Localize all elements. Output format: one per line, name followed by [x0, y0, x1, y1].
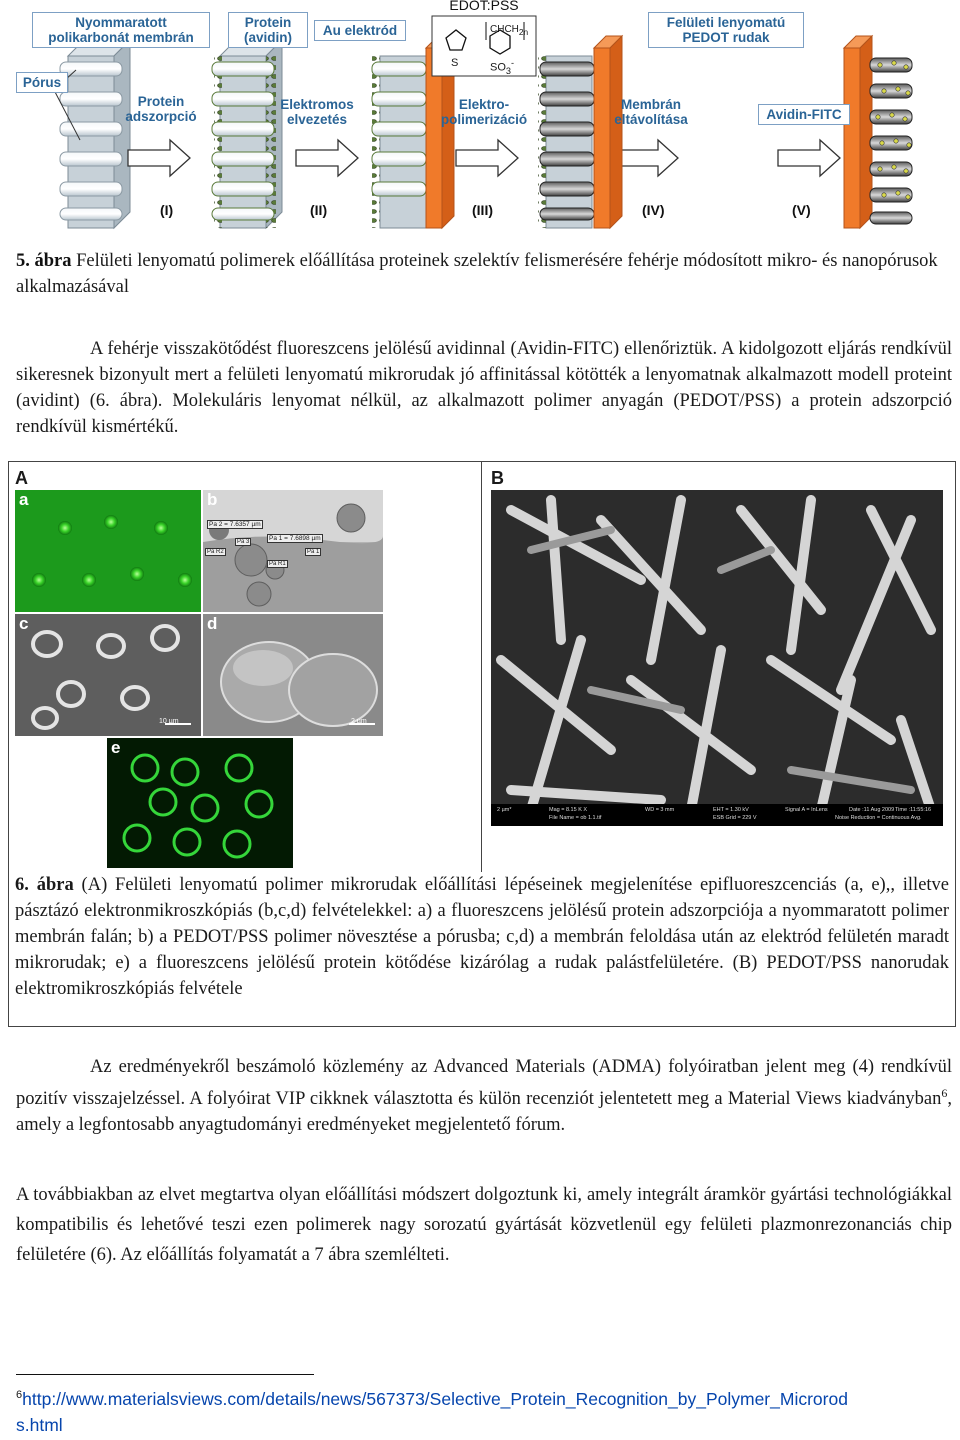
paragraph-3-text: A továbbiakban az elvet megtartva olyan előállítási módszert dolgoztunk ki, amely integrált áramkör gyártási technológiákkal kompatibilis és lehetővé teszi ezen polimerek nagy sorozatú gyártását közvetlenül egy felületi plazmonrezonanciás chip felületére (6). Az előállítás folyamatát a 7 ábra szemlélteti.: [16, 1185, 952, 1265]
label-edot: EDOT:PSS: [449, 0, 519, 13]
figure-5: [0, 0, 960, 232]
figure-5-caption-num: 5. ábra: [16, 251, 72, 271]
footnote-rule: [16, 1374, 314, 1375]
sem-esb: ESB Grid = 229 V: [713, 815, 757, 821]
step-2: (II): [310, 202, 328, 218]
sem-info-bar: [495, 806, 941, 826]
step-3: (III): [472, 202, 493, 218]
scale-bar-d: 2 µm: [351, 718, 367, 725]
sub-label-c: c: [19, 614, 29, 633]
stage-4-polymerized: [538, 36, 622, 228]
label-imprinted-rods: Felületi lenyomatú PEDOT rudak: [648, 12, 804, 48]
measure-pa2: Pa 2 = 7.6357 µm: [209, 521, 261, 528]
sem-eht: EHT = 1.30 kV: [713, 807, 749, 813]
label-protein: Protein (avidin): [228, 12, 308, 48]
footnote: [16, 1382, 956, 1438]
sem-signal: Signal A = InLens: [785, 807, 828, 813]
step-5: (V): [792, 202, 811, 218]
label-membrane: Nyommaratott polikarbonát membrán: [32, 12, 210, 48]
label-pore: Pórus: [16, 72, 68, 93]
label-electropoly: Elektro-polimerizáció: [440, 97, 528, 127]
label-au-electrode: Au elektród: [314, 20, 406, 41]
sub-label-a: a: [19, 490, 29, 509]
footnote-link[interactable]: http://www.materialsviews.com/details/news/567373/Selective_Protein_Recognition_by_Polymer_Microrod: [22, 1388, 848, 1409]
formula-so3: [490, 58, 514, 76]
sem-wd: WD = 3 mm: [645, 807, 675, 813]
label-adsorption: Protein adszorpció: [125, 94, 197, 124]
image-b-sem: [203, 490, 383, 612]
sem-file: File Name = ob 1.1.tif: [549, 815, 602, 821]
figure-6-divider: [481, 462, 482, 872]
image-e-fluorescence: [107, 738, 293, 868]
paragraph-2-text-b: , amely a legfontosabb anyagtudományi eredményeket megjelentető fórum.: [16, 1089, 952, 1136]
figure-6-caption-num: 6. ábra: [15, 875, 74, 895]
footnote-link-cont[interactable]: s.html: [16, 1414, 63, 1435]
paragraph-1-text: A fehérje visszakötődést fluoreszcens jelölésű avidinnal (Avidin-FITC) ellenőriztük. A kidolgozott eljárás rendkívül sikeresnek bizonyult mert a felületi lenyomatú mikrorudak jó affinitással kötötték a lenyomatnak alkalmazott modell proteint (avidint) (6. ábra). Molekuláris lenyomat nélkül, az alkalmazott polimer anyagán (PEDOT/PSS) a protein adszorpció rendkívül kismértékű.: [16, 339, 952, 437]
figure-5-caption: [16, 248, 952, 300]
sem-time: Time :11:55:16: [895, 807, 932, 813]
formula-sub-3: 3: [505, 65, 511, 76]
scale-bar-c: 10 µm: [159, 718, 179, 725]
measure-pa1: Pa 1 = 7.6898 µm: [269, 535, 321, 542]
measure-pa1-b: Pa 1: [307, 549, 320, 555]
sub-label-b: b: [207, 490, 218, 509]
figure-5-caption-text: Felületi lenyomatú polimerek előállítása proteinek szelektív felismerésére fehérje módosított mikro- és nanopórusok alkalmazásával: [16, 251, 938, 297]
formula-so3-text: SO: [490, 61, 506, 74]
figure-6-box: [8, 461, 956, 1027]
image-a-fluorescence: [15, 490, 201, 612]
figure-6-caption: [15, 872, 949, 1002]
sub-label-d: d: [207, 614, 218, 633]
footnote-ref[interactable]: 6: [941, 1086, 948, 1100]
stage-1-membrane: [54, 40, 130, 228]
footnote-num: 6: [16, 1389, 23, 1401]
measure-pa-r1: Pa R1: [269, 561, 286, 567]
figure-6-caption-text: (A) Felületi lenyomatú polimer mikrorudak előállítási lépéseinek megjelenítése epifluoreszcenciás (a, e),, illetve pásztázó elektronmikroszkópiás (b,c,d) felvételekkel: a) a fluoreszcens jelölésű protein adszorpciója a nyommaratott polimer membrán falán; b) a PEDOT/PSS polimer növesztése a pórusba; c,d) a membrán feloldása után az elektród felületén maradt mikrorudak; e) a fluoreszcens jelölésű protein kötődése kizárólag a rudak palástfelületére. (B) PEDOT/PSS nanorudak elektromikroszkópiás felvétele: [15, 875, 950, 999]
stage-2-protein-membrane: [212, 40, 282, 228]
paragraph-2: [16, 1054, 952, 1138]
formula-minus: -: [511, 58, 515, 68]
image-b-nanorods: [491, 490, 943, 826]
label-membrane-removal: Membrán eltávolítása: [614, 97, 688, 127]
paragraph-3: [16, 1180, 952, 1270]
panel-b-label: B: [491, 468, 504, 488]
formula-chch-text: CHCH: [490, 24, 519, 35]
label-avidin-fitc: Avidin-FITC: [758, 104, 850, 125]
formula-s: S: [451, 57, 459, 69]
step-4: (IV): [642, 202, 665, 218]
sem-date: Date :11 Aug 2009: [849, 807, 895, 813]
step-1: (I): [160, 202, 174, 218]
sub-label-e: e: [111, 738, 121, 757]
formula-sub-2: 2: [518, 27, 524, 37]
paragraph-1: [16, 336, 952, 440]
sem-noise: Noise Reduction = Continuous Avg.: [835, 815, 922, 821]
panel-a-label: A: [15, 468, 28, 488]
stage-5-rods: [844, 36, 912, 228]
paragraph-2-text-a: Az eredményekről beszámoló közlemény az Advanced Materials (ADMA) folyóiratban jelent meg (4) rendkívül pozitív visszajelzéssel. A folyóirat VIP cikknek választotta és külön recenziót jelentetett meg a Material Views kiadványban: [16, 1057, 952, 1110]
sem-mag: Mag = 8.15 K X: [549, 807, 588, 813]
measure-pa3: Pa 3: [237, 539, 250, 545]
formula-chch: [490, 24, 528, 37]
sem-scale: 2 µm*: [497, 807, 512, 813]
formula-n: n: [523, 27, 529, 37]
measure-pa-r2: Pa R2: [207, 549, 224, 555]
label-electrical: Elektromos elvezetés: [280, 97, 354, 127]
